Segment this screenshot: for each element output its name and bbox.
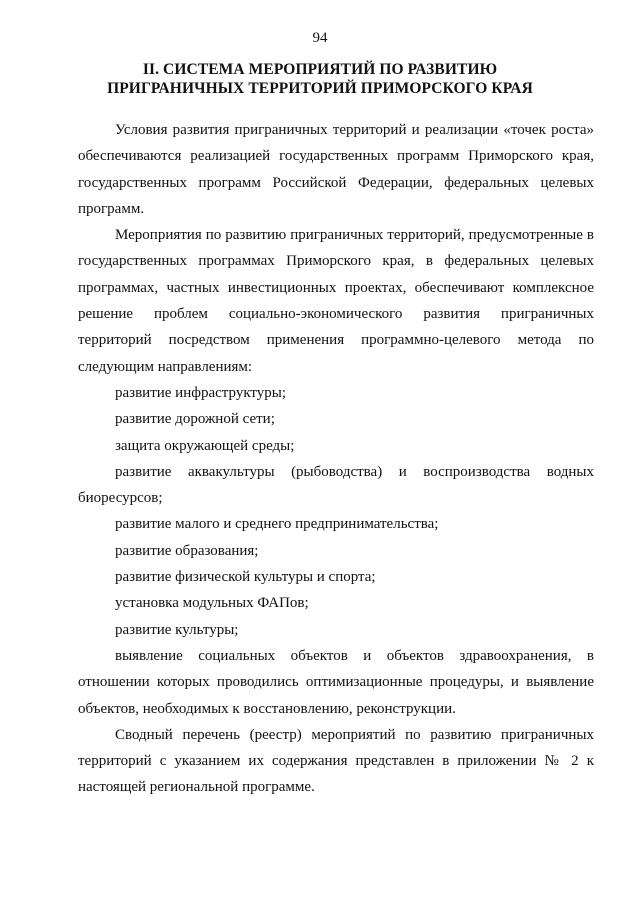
list-item: выявление социальных объектов и объектов здравоохранения, в отношении которых проводились оптимизационные процедуры, и выявление объектов, необходимых к восстановлению, реконструкции.: [78, 647, 594, 717]
heading-line-2: ПРИГРАНИЧНЫХ ТЕРРИТОРИЙ ПРИМОРСКОГО КРАЯ: [107, 80, 533, 97]
paragraph-registry: Сводный перечень (реестр) мероприятий по развитию приграничных территорий с указанием их содержания представлен в приложении № 2 к настоящей региональной программе.: [78, 726, 594, 796]
paragraph-measures: Мероприятия по развитию приграничных территорий, предусмотренные в государственных программах Приморского края, в федеральных целевых программах, частных инвестиционных проектах, обеспечивают комплексное решение проблем социально-экономического развития приграничных территорий посредством применения программно-целевого метода по следующим направлениям:: [78, 227, 594, 375]
list-item: развитие культуры;: [115, 621, 239, 638]
list-item: установка модульных ФАПов;: [115, 595, 309, 612]
paragraph-conditions: Условия развития приграничных территорий и реализации «точек роста» обеспечиваются реализацией государственных программ Приморского края, государственных программ Российской Федерации, федеральных целевых программ.: [78, 122, 594, 217]
list-item: развитие инфраструктуры;: [115, 384, 287, 401]
directions-list: [78, 380, 594, 722]
body-text: [78, 117, 594, 801]
page-number: 94: [312, 30, 328, 46]
list-item: развитие образования;: [115, 542, 259, 559]
list-item: развитие физической культуры и спорта;: [115, 569, 376, 586]
heading-line-1: II. СИСТЕМА МЕРОПРИЯТИЙ ПО РАЗВИТИЮ: [142, 61, 498, 78]
list-item: развитие аквакультуры (рыбоводства) и воспроизводства водных биоресурсов;: [78, 463, 594, 507]
section-heading: [60, 60, 580, 98]
list-item: защита окружающей среды;: [115, 437, 295, 454]
list-item: развитие малого и среднего предпринимательства;: [115, 516, 439, 533]
list-item: развитие дорожной сети;: [115, 411, 275, 428]
